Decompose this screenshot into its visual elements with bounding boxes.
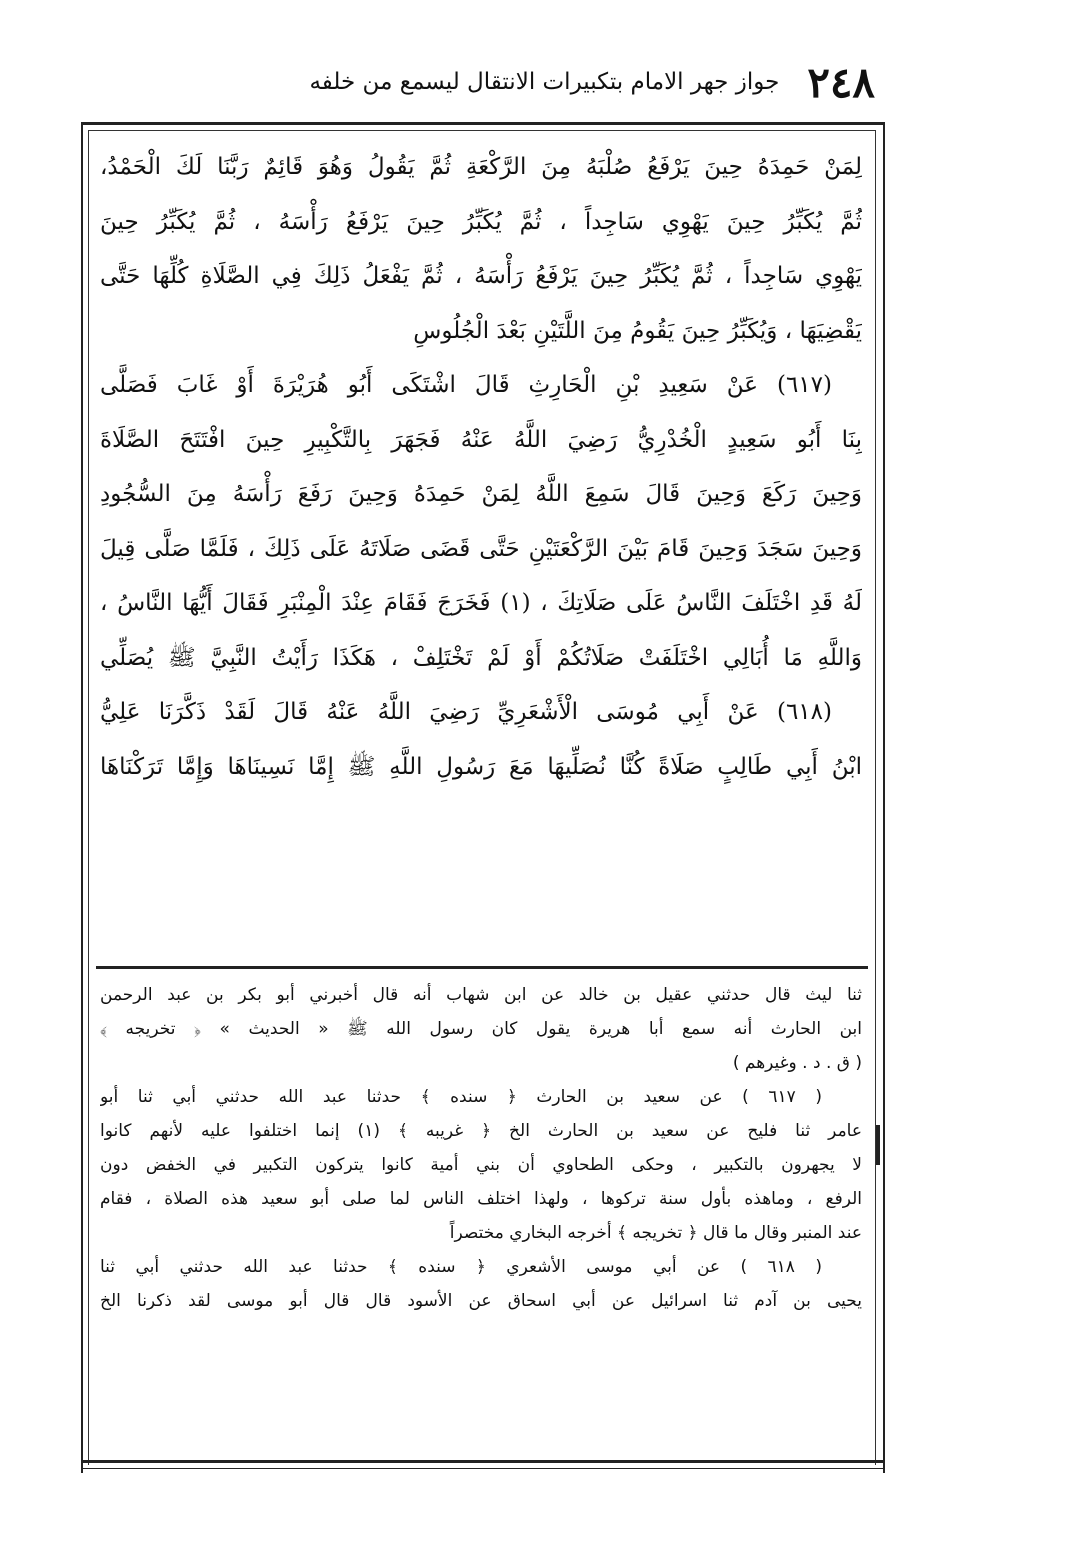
text-line: يَقْضِيَهَا ، وَيُكَبِّرُ حِينَ يَقُومُ مِنَ اللَّتَيْنِ بَعْدَ الْجُلُوسِ xyxy=(413,317,862,344)
note-line: عامر ثنا فليح عن سعيد بن الحارث الخ ﴿ غريبه ﴾ (١) إنما اختلفوا عليه لأنهم كانوا xyxy=(100,1121,862,1141)
note-line: ثنا ليث قال حدثني عقيل بن خالد عن ابن شهاب أنه قال أخبرني أبو بكر بن عبد الرحمن xyxy=(100,985,862,1005)
note-line: عند المنبر وقال ما قال ﴿ تخريجه ﴾ أخرجه البخاري مختصراً xyxy=(449,1223,862,1243)
note-line: لا يجهرون بالتكبير ، وحكى الطحاوي أن بني أمية كانوا يتركون التكبير في الخفض دون xyxy=(100,1155,862,1175)
note-line: ابن الحارث أنه سمع أبا هريرة يقول كان رسول الله ﷺ « الحديث » ﴿ تخريجه ﴾ xyxy=(100,1019,862,1039)
note-617-start: ( ٦١٧ ) عن سعيد بن الحارث ﴿ سنده ﴾ حدثنا عبد الله حدثني أبي ثنا أبو xyxy=(100,1087,822,1107)
note-line: الرفع ، وماهذه بأول سنة تركوها ، ولهذا اختلف الناس لما صلى أبو سعيد هذه الصلاة ، فقام xyxy=(100,1189,862,1209)
page-number: ٢٤٨ xyxy=(807,57,875,107)
hadith-617-start: (٦١٧) عَنْ سَعِيدِ بْنِ الْحَارِثِ قَالَ اشْتَكَى أَبُو هُرَيْرَةَ أَوْ غَابَ فَصَلَّى xyxy=(100,372,832,398)
text-line: يَهْوِي سَاجِداً ، ثُمَّ يُكَبِّرُ حِينَ يَرْفَعُ رَأْسَهُ ، ثُمَّ يَفْعَلُ ذَلِكَ فِي الصَّلَاةِ كُلِّهَا حَتَّى xyxy=(100,263,862,289)
note-line: يحيى بن آدم ثنا اسرائيل عن أبي اسحاق عن الأسود قال قال أبو موسى لقد ذكرنا الخ xyxy=(100,1291,862,1311)
text-line: ابْنُ أَبِي طَالِبٍ صَلَاةً كُنَّا نُصَلِّيهَا مَعَ رَسُولِ اللَّهِ ﷺ إِمَّا نَسِينَاهَا وَإِمَّا تَرَكْنَاهَا xyxy=(100,753,862,780)
text-line: وَحِينَ سَجَدَ وَحِينَ قَامَ بَيْنَ الرَّكْعَتَيْنِ حَتَّى قَضَى صَلَاتَهُ عَلَى ذَلِكَ ، فَلَمَّا صَلَّى قِيلَ xyxy=(100,535,862,562)
text-line: لِمَنْ حَمِدَهُ حِينَ يَرْفَعُ صُلْبَهُ مِنَ الرَّكْعَةِ ثُمَّ يَقُولُ وَهُوَ قَائِمٌ رَبَّنَا لَكَ الْحَمْدُ، xyxy=(100,154,862,180)
page-frame-bottom-rule-thin xyxy=(81,1468,885,1469)
running-header xyxy=(215,52,875,112)
text-line: وَحِينَ رَكَعَ وَحِينَ قَالَ سَمِعَ اللَّهُ لِمَنْ حَمِدَهُ وَحِينَ رَفَعَ رَأْسَهُ مِنَ السُّجُودِ xyxy=(100,481,862,507)
text-line: ثُمَّ يُكَبِّرُ حِينَ يَهْوِي سَاجِداً ، ثُمَّ يُكَبِّرُ حِينَ يَرْفَعُ رَأْسَهُ ، ثُمَّ يُكَبِّرُ حِينَ xyxy=(100,208,862,235)
text-line: بِنَا أَبُو سَعِيدٍ الْخُدْرِيُّ رَضِيَ اللَّهُ عَنْهُ فَجَهَرَ بِالتَّكْبِيرِ حِينَ افْتَتَحَ الصَّلَاةَ xyxy=(100,426,862,453)
page-frame-bottom-rule xyxy=(81,1460,885,1463)
hadith-text xyxy=(100,140,862,960)
running-title: جواز جهر الامام بتكبيرات الانتقال ليسمع من خلفه xyxy=(309,69,780,95)
margin-mark xyxy=(876,1125,880,1165)
text-notes-separator xyxy=(96,966,868,969)
note-line: ( ق . د . وغيرهم ) xyxy=(732,1053,862,1073)
commentary-notes xyxy=(100,978,862,1318)
text-line: وَاللَّهِ مَا أُبَالِي اخْتَلَفَتْ صَلَاتُكُمْ أَوْ لَمْ تَخْتَلِفْ ، هَكَذَا رَأَيْتُ النَّبِيَّ ﷺ يُصَلِّي xyxy=(100,644,862,671)
hadith-618-start: (٦١٨) عَنْ أَبِي مُوسَى الْأَشْعَرِيِّ رَضِيَ اللَّهُ عَنْهُ قَالَ لَقَدْ ذَكَّرَنَا عَلِيُّ xyxy=(100,699,832,725)
note-618-start: ( ٦١٨ ) عن أبي موسى الأشعري ﴿ سنده ﴾ حدثنا عبد الله حدثني أبي ثنا xyxy=(100,1257,822,1277)
text-line: لَهُ قَدِ اخْتَلَفَ النَّاسُ عَلَى صَلَاتِكَ ، (١) فَخَرَجَ فَقَامَ عِنْدَ الْمِنْبَرِ فَقَالَ أَيُّهَا النَّاسُ ، xyxy=(100,590,862,616)
